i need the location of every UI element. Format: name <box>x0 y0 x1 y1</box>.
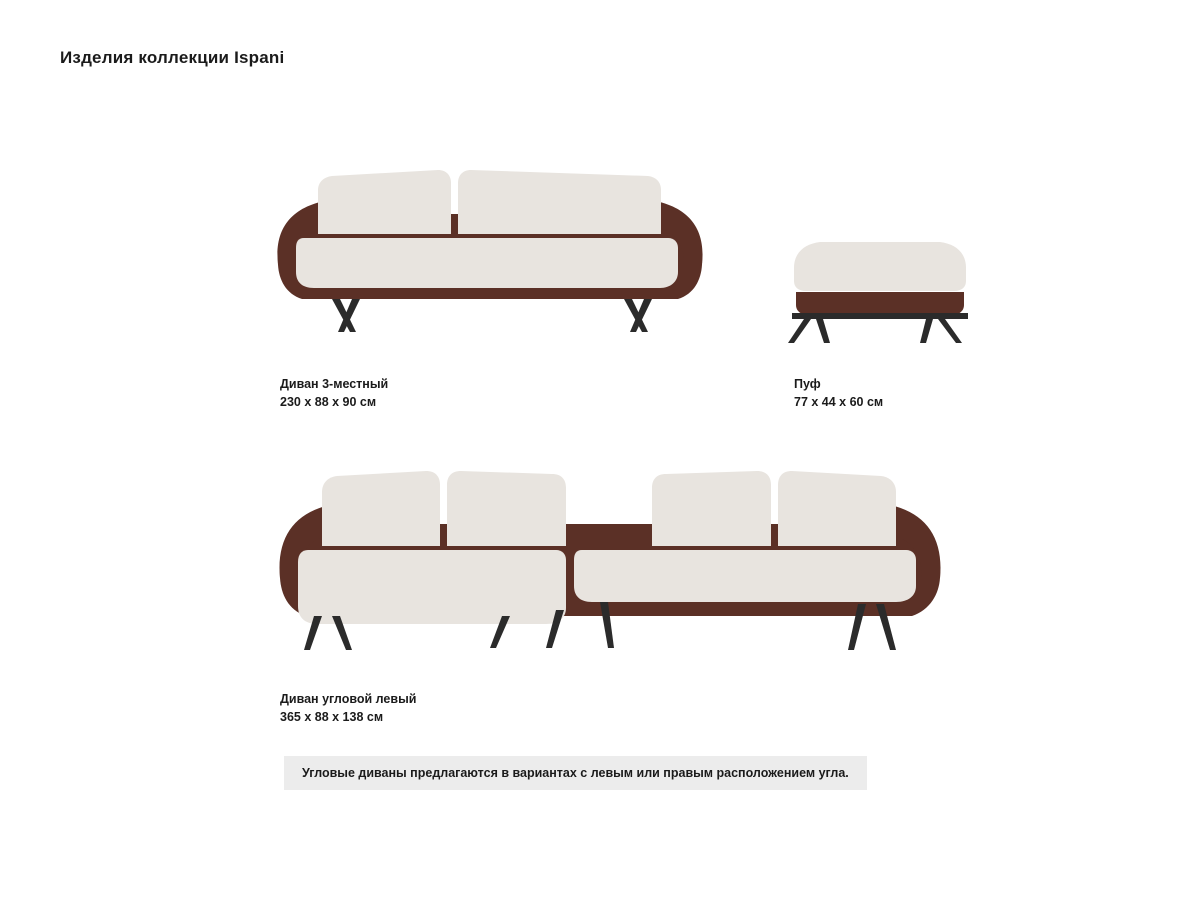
product-dimensions: 230 x 88 x 90 см <box>280 395 377 409</box>
corner-sofa-left-svg <box>270 460 950 660</box>
product-name: Диван 3-местный <box>280 377 389 391</box>
pouf-illustration <box>780 225 980 345</box>
pouf-svg <box>780 225 980 345</box>
product-pouf <box>780 225 980 409</box>
product-corner-sofa-left <box>270 460 950 724</box>
page-title: Изделия коллекции Ispani <box>60 48 285 67</box>
product-dimensions: 365 x 88 x 138 см <box>280 710 384 724</box>
corner-sofa-note: Угловые диваны предлагаются в вариантах с левым или правым расположением угла. <box>284 756 867 790</box>
product-dimensions: 77 x 44 x 60 см <box>794 395 884 409</box>
product-sofa-3-seat <box>270 160 710 409</box>
corner-sofa-left-illustration <box>270 460 950 660</box>
product-name: Пуф <box>794 377 821 391</box>
caption-corner-sofa-left <box>280 690 416 726</box>
caption-sofa-3-seat <box>280 375 388 411</box>
caption-pouf <box>794 375 883 411</box>
product-name: Диван угловой левый <box>280 692 417 706</box>
sofa-3-seat-svg <box>270 160 710 340</box>
sofa-3-seat-illustration <box>270 160 710 340</box>
